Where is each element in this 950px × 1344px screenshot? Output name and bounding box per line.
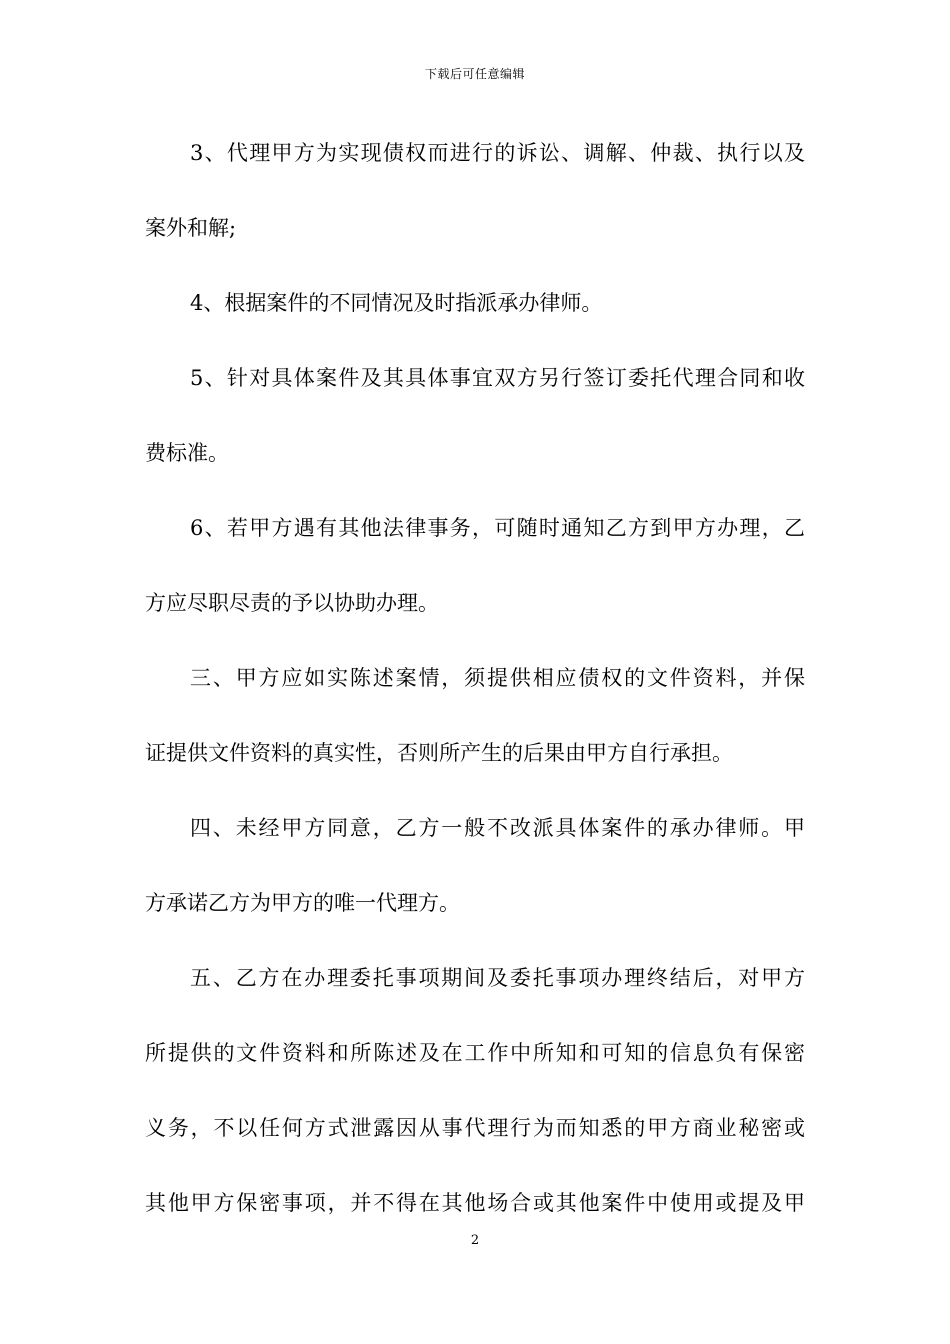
text-line: 方承诺乙方为甲方的唯一代理方。 [145, 891, 460, 915]
text-line: 所提供的文件资料和所陈述及在工作中所知和可知的信息负有保密 [145, 1041, 805, 1065]
text-line: 三、甲方应如实陈述案情，须提供相应债权的文件资料，并保 [190, 666, 805, 690]
text-line: 义务，不以任何方式泄露因从事代理行为而知悉的甲方商业秘密或 [145, 1116, 805, 1140]
page-header: 下载后可任意编辑 [424, 67, 525, 81]
text-line: 费标准。 [145, 441, 229, 465]
text-line: 证提供文件资料的真实性，否则所产生的后果由甲方自行承担。 [145, 741, 733, 765]
text-line: 四、未经甲方同意，乙方一般不改派具体案件的承办律师。甲 [190, 816, 805, 840]
text-line: 3、代理甲方为实现债权而进行的诉讼、调解、仲裁、执行以及 [190, 141, 805, 165]
text-line: 五、乙方在办理委托事项期间及委托事项办理终结后，对甲方 [190, 966, 805, 990]
text-line: 方应尽职尽责的予以协助办理。 [145, 591, 439, 615]
text-line: 其他甲方保密事项，并不得在其他场合或其他案件中使用或提及甲 [145, 1191, 805, 1215]
text-line: 6、若甲方遇有其他法律事务，可随时通知乙方到甲方办理，乙 [190, 516, 805, 540]
page-number: 2 [470, 1233, 480, 1248]
text-line: 5、针对具体案件及其具体事宜双方另行签订委托代理合同和收 [190, 366, 805, 390]
document-body [145, 131, 805, 1256]
text-line: 案外和解; [145, 216, 237, 240]
text-line: 4、根据案件的不同情况及时指派承办律师。 [190, 291, 603, 315]
